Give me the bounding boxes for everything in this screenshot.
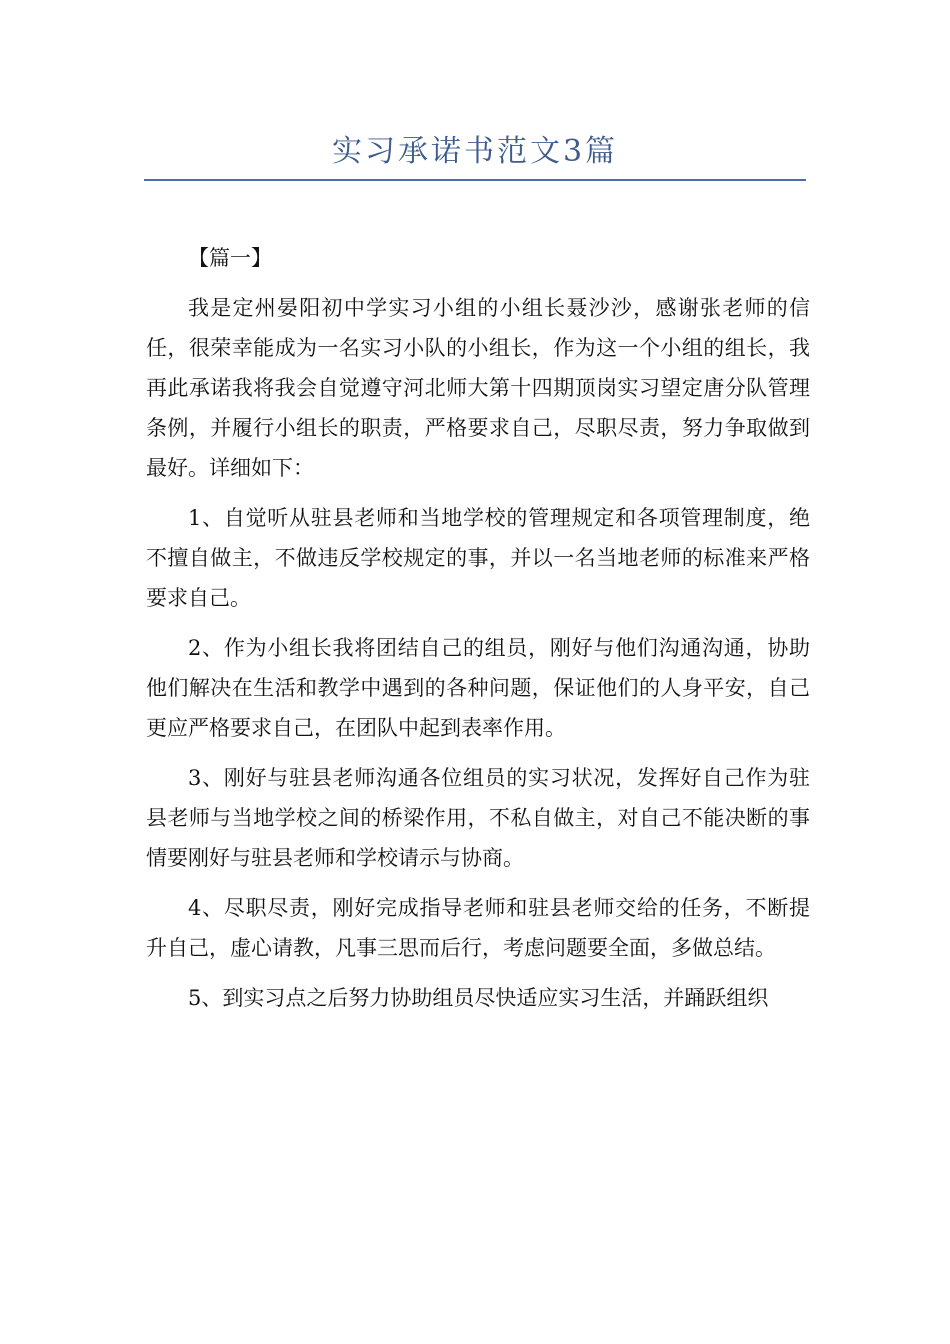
paragraph-item-1: 1、自觉听从驻县老师和当地学校的管理规定和各项管理制度，绝不擅自做主，不做违反学校规定的事，并以一名当地老师的标准来严格要求自己。 xyxy=(146,506,810,610)
paragraph-item-3: 3、刚好与驻县老师沟通各位组员的实习状况，发挥好自己作为驻县老师与当地学校之间的桥梁作用，不私自做主，对自己不能决断的事情要刚好与驻县老师和学校请示与协商。 xyxy=(146,766,810,870)
paragraph-intro: 我是定州晏阳初中学实习小组的小组长聂沙沙，感谢张老师的信任，很荣幸能成为一名实习小队的小组长，作为这一个小组的组长，我再此承诺我将我会自觉遵守河北师大第十四期顶岗实习望定唐分队管理条例，并履行小组长的职责，严格要求自己，尽职尽责，努力争取做到最好。详细如下： xyxy=(146,296,810,480)
paragraph-item-5: 5、到实习点之后努力协助组员尽快适应实习生活，并踊跃组织 xyxy=(188,986,769,1010)
paragraph-item-2: 2、作为小组长我将团结自己的组员，刚好与他们沟通沟通，协助他们解决在生活和教学中遇到的各种问题，保证他们的人身平安，自己更应严格要求自己，在团队中起到表率作用。 xyxy=(146,636,810,740)
title-underline xyxy=(144,179,806,181)
document-body xyxy=(146,238,810,1028)
document-title: 实习承诺书范文3篇 xyxy=(331,134,619,169)
paragraph-item-4: 4、尽职尽责，刚好完成指导老师和驻县老师交给的任务，不断提升自己，虚心请教，凡事三思而后行，考虑问题要全面，多做总结。 xyxy=(146,896,810,960)
section-label: 【篇一】 xyxy=(188,246,272,270)
